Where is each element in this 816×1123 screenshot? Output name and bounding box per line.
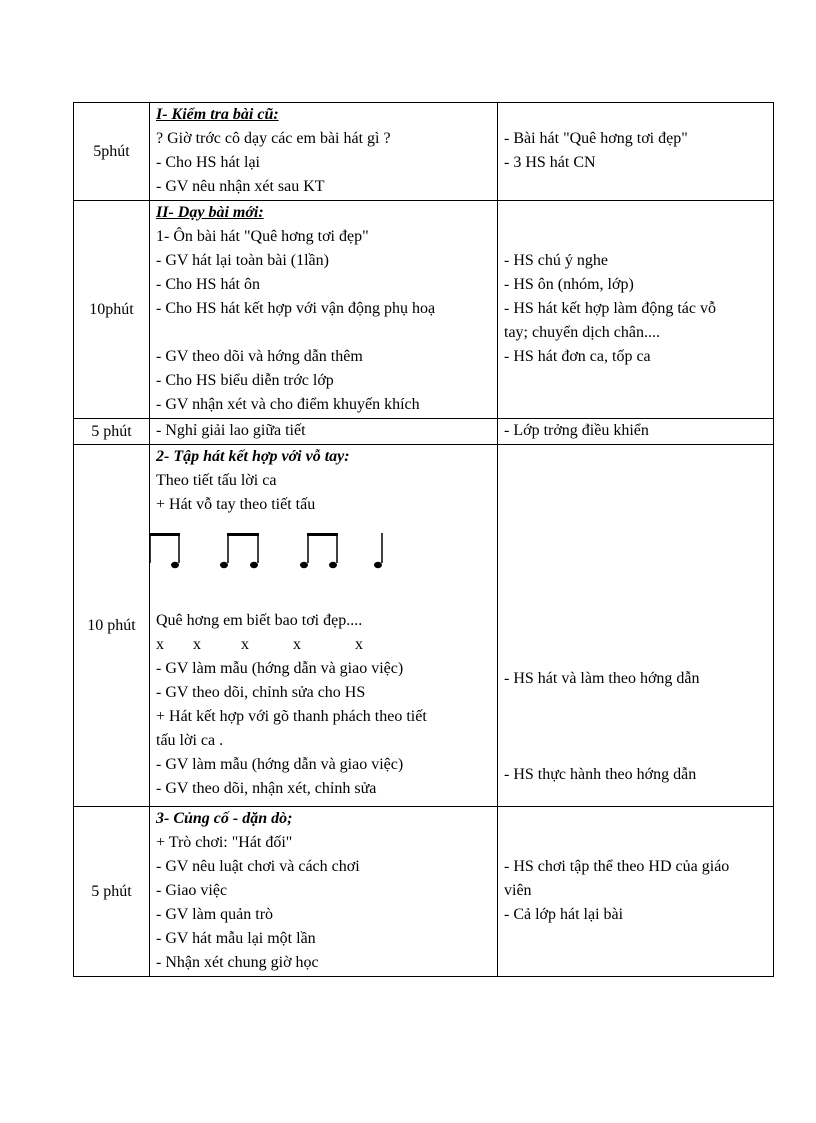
text-line bbox=[504, 225, 767, 249]
text-line: - HS hát kết hợp làm động tác vỗ bbox=[504, 300, 716, 317]
clap-mark: x bbox=[156, 636, 164, 653]
text-line: - HS hát đơn ca, tốp ca bbox=[504, 348, 651, 365]
text-line: + Hát vỗ tay theo tiết tấu bbox=[156, 496, 316, 513]
text-line: tấu lời ca . bbox=[156, 732, 224, 749]
time-cell: 5 phút bbox=[74, 419, 150, 445]
text-line: - GV nhận xét và cho điểm khuyến khích bbox=[156, 396, 420, 413]
text-line bbox=[504, 807, 767, 831]
student-activity-cell bbox=[498, 103, 774, 201]
table-row bbox=[74, 807, 774, 977]
time-cell: 10phút bbox=[74, 201, 150, 419]
text-line: - HS chơi tập thể theo HD của giáo bbox=[504, 858, 730, 875]
text-line: viên bbox=[504, 882, 532, 899]
teacher-activity-cell bbox=[150, 201, 498, 419]
text-line bbox=[504, 201, 767, 225]
text-line: - GV theo dõi, nhận xét, chỉnh sửa bbox=[156, 780, 377, 797]
table-row bbox=[74, 419, 774, 445]
eighth-note-pair bbox=[220, 533, 259, 568]
text-line: - Cho HS hát lại bbox=[156, 154, 260, 171]
text-line: - Nhận xét chung giờ học bbox=[156, 954, 319, 971]
text-line: - GV theo dõi, chỉnh sửa cho HS bbox=[156, 684, 366, 701]
section-heading: 3- Củng cố - dặn dò; bbox=[156, 810, 293, 827]
text-line: - GV hát lại toàn bài (1lần) bbox=[156, 252, 329, 269]
text-line: + Hát kết hợp với gõ thanh phách theo tiết bbox=[156, 708, 427, 725]
time-cell: 10 phút bbox=[74, 445, 150, 807]
student-activity-cell bbox=[498, 419, 774, 445]
clap-mark: x bbox=[293, 636, 301, 653]
text-line bbox=[504, 103, 767, 127]
section-heading: 2- Tập hát kết hợp với vỗ tay: bbox=[156, 448, 350, 465]
text-line: - HS hát và làm theo hớng dẫn bbox=[504, 670, 700, 687]
table-row bbox=[74, 201, 774, 419]
text-line: - Giao việc bbox=[156, 882, 228, 899]
time-cell: 5 phút bbox=[74, 807, 150, 977]
lesson-plan-table bbox=[73, 102, 774, 977]
text-line: - Cho HS hát kết hợp với vận động phụ hoạ bbox=[156, 300, 436, 317]
text-line: - HS chú ý nghe bbox=[504, 252, 608, 269]
text-line: 1- Ôn bài hát "Quê hơng tơi đẹp" bbox=[156, 228, 369, 245]
student-activity-cell bbox=[498, 201, 774, 419]
table-row bbox=[74, 445, 774, 807]
text-line: tay; chuyển dịch chân.... bbox=[504, 324, 660, 341]
section-heading: II- Dạy bài mới: bbox=[156, 204, 264, 221]
student-activity-cell bbox=[498, 807, 774, 977]
teacher-activity-cell bbox=[150, 419, 498, 445]
teacher-activity-cell bbox=[150, 807, 498, 977]
text-line: - Bài hát "Quê hơng tơi đẹp" bbox=[504, 130, 688, 147]
teacher-activity-cell bbox=[150, 103, 498, 201]
text-line: - GV làm mẫu (hớng dẫn và giao việc) bbox=[156, 660, 404, 677]
text-line: - Cho HS hát ôn bbox=[156, 276, 260, 293]
text-line: Theo tiết tấu lời ca bbox=[156, 472, 277, 489]
text-line bbox=[156, 321, 491, 345]
text-line: - GV nêu luật chơi và cách chơi bbox=[156, 858, 360, 875]
text-line: - Lớp trởng điều khiển bbox=[504, 422, 649, 439]
lyric-line: Quê hơng em biết bao tơi đẹp.... bbox=[156, 612, 363, 629]
teacher-activity-cell bbox=[150, 445, 498, 807]
text-line: - GV theo dõi và hớng dẫn thêm bbox=[156, 348, 363, 365]
clap-mark: x bbox=[355, 636, 363, 653]
text-line: - GV làm mẫu (hớng dẫn và giao việc) bbox=[156, 756, 404, 773]
time-cell: 5phút bbox=[74, 103, 150, 201]
section-heading: I- Kiểm tra bài cũ: bbox=[156, 106, 279, 123]
text-line: - GV nêu nhận xét sau KT bbox=[156, 178, 325, 195]
clap-mark: x bbox=[193, 636, 201, 653]
table-row bbox=[74, 103, 774, 201]
text-line: - GV hát mẫu lại một lần bbox=[156, 930, 316, 947]
text-line bbox=[504, 831, 767, 855]
rhythm-notation bbox=[156, 529, 491, 589]
student-activity-cell bbox=[498, 445, 774, 807]
text-line: - Cả lớp hát lại bài bbox=[504, 906, 624, 923]
text-line: - Cho HS biểu diễn trớc lớp bbox=[156, 372, 334, 389]
text-line: - HS ôn (nhóm, lớp) bbox=[504, 276, 634, 293]
rhythm-notes-graphic bbox=[150, 529, 397, 579]
text-line: ? Giờ trớc cô dạy các em bài hát gì ? bbox=[156, 130, 391, 147]
clap-marks bbox=[156, 633, 491, 657]
clap-mark: x bbox=[241, 636, 249, 653]
text-line: - Nghỉ giải lao giữa tiết bbox=[156, 422, 306, 439]
eighth-note-pair bbox=[150, 533, 181, 568]
text-line: + Trò chơi: "Hát đối" bbox=[156, 834, 293, 851]
eighth-note-pair bbox=[300, 533, 338, 568]
quarter-note bbox=[374, 533, 382, 568]
text-line: - HS thực hành theo hớng dẫn bbox=[504, 766, 697, 783]
text-line: - 3 HS hát CN bbox=[504, 154, 596, 171]
text-line: - GV làm quản trò bbox=[156, 906, 274, 923]
